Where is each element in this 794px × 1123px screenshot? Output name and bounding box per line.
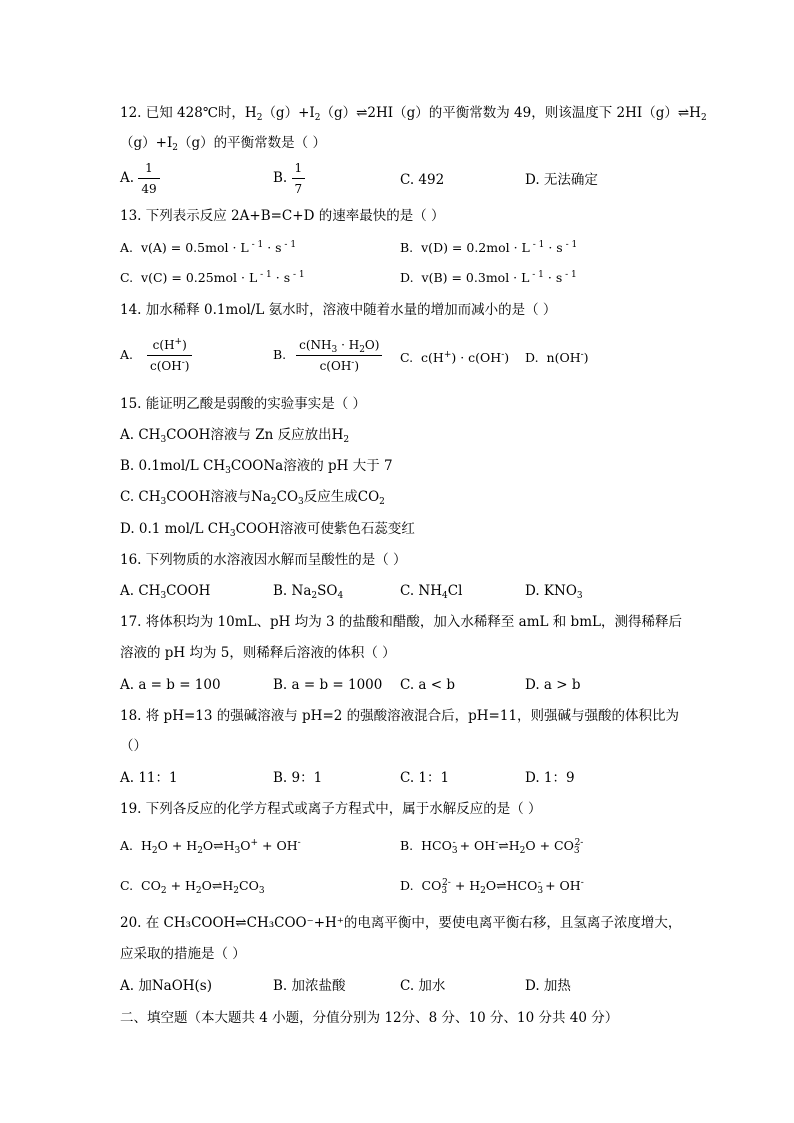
- q20-stem-line1: 20. 在 CH₃COOH⇌CH₃COO⁻+H⁺的电离平衡中，要使电离平衡右移，且氢离子浓度增大，: [120, 915, 682, 931]
- q18-stem-line2: （）: [120, 738, 147, 754]
- q12-option-d: D. 无法确定: [525, 172, 598, 188]
- section-2-title: 二、填空题（本大题共 4 小题，分值分别为 12分、8 分、10 分、10 分共 40 分）: [120, 1010, 619, 1026]
- q17-option-c: C. a < b: [400, 677, 456, 693]
- q15-option-d: D. 0.1 mol/L $CH_3COOH$溶液可使紫色石蕊变红: [120, 521, 415, 539]
- q12-option-a: A. $\frac{1}{49}$: [120, 160, 160, 197]
- q16-stem: 16. 下列物质的水溶液因水解而呈酸性的是（ ）: [120, 552, 407, 568]
- q16-option-a: A. $CH_3COOH$: [120, 583, 211, 601]
- q17-stem-line2: 溶液的 pH 均为 5，则稀释后溶液的体积（ ）: [120, 645, 396, 661]
- q12-stem-line2: $(g)+I_2(g)$的平衡常数是（ ）: [120, 135, 326, 153]
- q16-option-c: C. $NH_4Cl$: [400, 583, 463, 601]
- q12-stem-line1: 12. 已知 428℃时，$H_2(g)+I_2(g)\rightleftharpoons 2HI(g)$的平衡常数为 49，则该温度下 $2HI(g)\rightleftharpoons H_2$: [120, 105, 707, 123]
- q20-option-d: D. 加热: [525, 978, 571, 994]
- q15-option-a: A. $CH_3COOH$溶液与 Zn 反应放出$H_2$: [120, 427, 350, 445]
- q14-option-a: A. $\frac{c(H^+)}{c(OH^-)}$: [120, 337, 192, 374]
- q18-option-d: D. 1：9: [525, 770, 575, 786]
- q20-option-b: B. 加浓盐酸: [273, 978, 346, 994]
- q15-option-b: B. 0.1mol/L $CH_3COONa$溶液的 pH 大于 7: [120, 458, 393, 476]
- q17-stem-line1: 17. 将体积均为 10mL、pH 均为 3 的盐酸和醋酸，加入水稀释至 amL 和 bmL，测得稀释后: [120, 614, 682, 630]
- q13-stem: 13. 下列表示反应 2A+B=C+D 的速率最快的是（ ）: [120, 208, 445, 224]
- q18-stem-line1: 18. 将 pH=13 的强碱溶液与 pH=2 的强酸溶液混合后，pH=11，则强碱与强酸的体积比为: [120, 708, 680, 724]
- q18-option-c: C. 1：1: [400, 770, 450, 786]
- q13-option-a: A. v(A) = 0.5mol · L $^{- 1}$ · s $^{- 1}$: [120, 240, 297, 255]
- q18-option-b: B. 9：1: [273, 770, 323, 786]
- q13-option-d: D. v(B) = 0.3mol · L $^{- 1}$ · s $^{- 1}$: [400, 270, 577, 285]
- q19-option-c: C. $CO_2$ + $H_2O\rightleftharpoons H_2CO_3$: [120, 878, 265, 896]
- q12-option-c: C. 492: [400, 172, 445, 188]
- q16-option-b: B. $Na_2SO_4$: [273, 583, 344, 601]
- q18-option-a: A. 11：1: [120, 770, 178, 786]
- q19-stem: 19. 下列各反应的化学方程式或离子方程式中，属于水解反应的是（ ）: [120, 801, 542, 817]
- q17-option-d: D. a > b: [525, 677, 581, 693]
- q19-option-a: A. $H_2O$ + $H_2O\rightleftharpoons H_3O^+ + OH^-$: [120, 838, 301, 856]
- q20-stem-line2: 应采取的措施是（ ）: [120, 946, 246, 962]
- q13-option-b: B. v(D) = 0.2mol · L $^{- 1}$ · s $^{- 1}$: [400, 240, 578, 255]
- q14-option-c: C. c(H+) · c(OH-): [400, 350, 510, 365]
- q14-option-d: D. n(OH-): [525, 350, 589, 365]
- q19-option-d: D. $CO_3^{2-}$ + $H_2O\rightleftharpoons HCO_3^- + OH^-$: [400, 878, 584, 896]
- q16-option-d: D. $KNO_3$: [525, 583, 583, 601]
- q17-option-b: B. a = b = 1000: [273, 677, 383, 693]
- q15-option-c: C. $CH_3COOH$溶液与$Na_2CO_3$反应生成$CO_2$: [120, 489, 385, 507]
- q14-stem: 14. 加水稀释 0.1mol/L 氨水时，溶液中随着水量的增加而减小的是（ ）: [120, 302, 557, 318]
- q15-stem: 15. 能证明乙酸是弱酸的实验事实是（ ）: [120, 396, 367, 412]
- q12-option-b: B. $\frac{1}{7}$: [273, 160, 305, 197]
- q20-option-c: C. 加水: [400, 978, 446, 994]
- q17-option-a: A. a = b = 100: [120, 677, 221, 693]
- q13-option-c: C. v(C) = 0.25mol · L $^{- 1}$ · s $^{- 1}$: [120, 270, 305, 285]
- q20-option-a: A. 加NaOH(s): [120, 978, 213, 994]
- q19-option-b: B. $HCO_3^-$ + $OH^-\rightleftharpoons H_2O + CO_3^{2-}$: [400, 838, 584, 856]
- q14-option-b: B. $\frac{c(NH_3 \cdot H_2O)}{c(OH^-)}$: [273, 337, 382, 374]
